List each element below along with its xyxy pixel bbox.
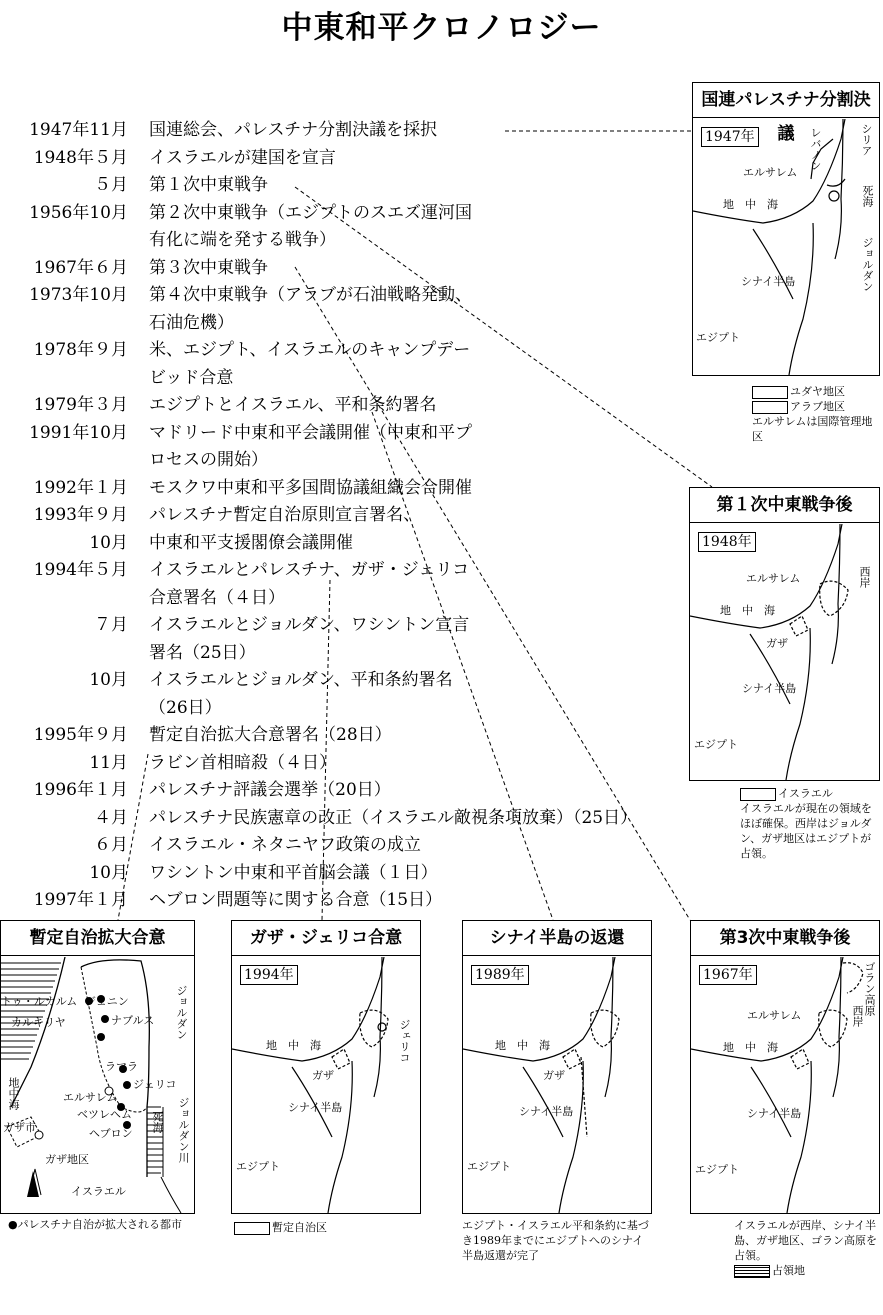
golan-label: ゴラン高原 xyxy=(863,961,876,1016)
legend-zone: 暫定自治区 xyxy=(272,1221,327,1234)
jerusalem-label: エルサレム xyxy=(746,572,801,585)
map-1948 xyxy=(690,524,879,780)
legend-swatch-zone xyxy=(234,1222,270,1235)
legend-1947 xyxy=(752,384,880,444)
sinai-label: シナイ半島 xyxy=(519,1105,574,1118)
year-box: 1989年 xyxy=(471,965,529,985)
timeline-date: 1994年５月 xyxy=(33,560,128,580)
timeline-date: 1995年９月 xyxy=(33,725,128,745)
timeline-event: 第３次中東戦争 xyxy=(149,257,268,278)
sea-label: 地 中 海 xyxy=(266,1039,321,1052)
timeline-date: 1997年１月 xyxy=(33,890,128,910)
timeline-event: イスラエルとジョルダン、ワシントン宣言 xyxy=(149,615,470,635)
timeline-event: パレスチナ暫定自治原則宣言署名、 xyxy=(149,505,421,525)
leader-1948 xyxy=(295,187,712,487)
legend-jewish: ユダヤ地区 xyxy=(790,385,845,398)
map-gaza-jericho xyxy=(232,957,420,1213)
panel-title: 第3次中東戦争後 xyxy=(691,921,879,956)
jericho-label: ジェリコ xyxy=(133,1078,177,1091)
panel-sinai-return xyxy=(462,920,652,1214)
timeline-event: 第４次中東戦争（アラブが石油戦略発動、 xyxy=(149,285,472,305)
year-box: 1948年 xyxy=(698,532,756,552)
leader-1979 xyxy=(372,412,553,920)
jerusalem-label: エルサレム xyxy=(747,1009,802,1022)
legend-1948 xyxy=(740,786,880,861)
gaza-label: ガザ xyxy=(766,637,788,650)
map-gaza-drawing xyxy=(232,957,420,1213)
timeline-date: 10月 xyxy=(89,670,128,690)
sea-label: 地 中 海 xyxy=(720,604,775,617)
timeline-event: イスラエルとパレスチナ、ガザ・ジェリコ xyxy=(149,560,470,580)
deadsea-label: 死海 xyxy=(861,185,874,207)
legend-1967 xyxy=(734,1218,882,1278)
gaza-label: ガザ xyxy=(543,1069,565,1082)
page-title: 中東和平クロノロジー xyxy=(281,10,602,46)
legend-swatch-israel xyxy=(740,788,776,801)
timeline-event: パレスチナ民族憲章の改正（イスラエル敵視条項放棄）（25日） xyxy=(149,807,638,828)
timeline-event: ワシントン中東和平首脳会議（１日） xyxy=(149,862,438,883)
legend-gaza xyxy=(234,1220,327,1235)
sinai-label: シナイ半島 xyxy=(741,275,796,288)
map-sinai xyxy=(463,957,651,1213)
panel-gaza-jericho xyxy=(231,920,421,1214)
timeline-event: ヘブロン問題等に関する合意（15日） xyxy=(149,890,443,910)
deadsea-label: 死海 xyxy=(151,1111,164,1133)
legend-arab: アラブ地区 xyxy=(790,400,845,413)
timeline-date: 1967年６月 xyxy=(33,257,128,278)
syria-label: シリア xyxy=(860,123,873,156)
timeline-event: 第２次中東戦争（エジプトのスエズ運河国 xyxy=(149,202,472,223)
timeline-date: 10月 xyxy=(89,862,128,883)
timeline-event: 有化に端を発する戦争） xyxy=(149,230,336,250)
westbank-label: 西岸 xyxy=(858,566,871,588)
legend-occupied: 占領地 xyxy=(772,1264,805,1277)
qalqilya-label: カルキリヤ xyxy=(11,1016,66,1029)
ramallah-label: ラマラ xyxy=(105,1060,138,1073)
timeline-event: イスラエル・ネタニヤフ政策の成立 xyxy=(149,835,421,855)
timeline-event: 合意署名（４日） xyxy=(149,587,285,608)
panel-title: 第１次中東戦争後 xyxy=(690,488,879,523)
year-box: 1947年 xyxy=(701,127,759,147)
note-sinai: エジプト・イスラエル平和条約に基づき1989年までにエジプトへのシナイ半島返還が完了 xyxy=(462,1219,649,1262)
gazacity-label: ガザ市 xyxy=(3,1121,36,1134)
nablus-label: ナブルス xyxy=(111,1014,155,1027)
legend-note: エルサレムは国際管理地区 xyxy=(752,415,873,443)
egypt-label: エジプト xyxy=(696,331,740,344)
panel-title: シナイ半島の返還 xyxy=(463,921,651,956)
legend-israel: イスラエル xyxy=(778,787,833,800)
sinai-label: シナイ半島 xyxy=(288,1101,343,1114)
jordanriver-label: ジョルダン川 xyxy=(177,1097,190,1163)
sea-label: 地 中 海 xyxy=(723,198,778,211)
timeline-event: 中東和平支援閣僚会議開催 xyxy=(149,532,353,553)
leader-1994 xyxy=(322,580,330,920)
map-1947 xyxy=(693,119,879,375)
timeline-date: 1956年10月 xyxy=(29,202,128,223)
legend-swatch-arab xyxy=(752,401,788,414)
legend-swatch-occupied xyxy=(734,1265,770,1278)
timeline-event: パレスチナ評議会選挙（20日） xyxy=(149,780,391,800)
sinai-label: シナイ半島 xyxy=(747,1107,802,1120)
panel-1948-war xyxy=(689,487,880,781)
israel-label: イスラエル xyxy=(71,1185,126,1198)
map-expansion xyxy=(1,957,194,1213)
timeline-date: 1947年11月 xyxy=(29,120,128,140)
timeline-event: 石油危機） xyxy=(149,312,234,333)
panel-title: ガザ・ジェリコ合意 xyxy=(232,921,420,956)
jerusalem-label: エルサレム xyxy=(743,166,798,179)
timeline-date: 1948年５月 xyxy=(33,147,128,168)
timeline-event: モスクワ中東和平多国間協議組織会合開催 xyxy=(149,477,472,498)
map-sinai-drawing xyxy=(463,957,651,1213)
timeline-date: ５月 xyxy=(94,175,128,195)
timeline-date: ４月 xyxy=(94,807,128,828)
sea-label: 地中海 xyxy=(7,1077,20,1110)
timeline-event: ラビン首相暗殺（４日） xyxy=(149,752,336,773)
panel-1967-war xyxy=(690,920,880,1214)
leader-1995 xyxy=(118,754,148,920)
timeline-date: 1973年10月 xyxy=(29,285,128,305)
timeline-event: マドリード中東和平会議開催（中東和平プ xyxy=(149,422,472,443)
egypt-label: エジプト xyxy=(467,1160,511,1173)
jenin-label: ジェニン xyxy=(85,995,129,1008)
panel-title: 国連パレスチナ分割決議 xyxy=(693,83,879,118)
panel-autonomy-expansion xyxy=(0,920,195,1214)
timeline-date: ７月 xyxy=(94,615,128,635)
timeline-event: 署名（25日） xyxy=(149,642,256,663)
gaza-label: ガザ xyxy=(312,1069,334,1082)
egypt-label: エジプト xyxy=(694,738,738,751)
jordan-label: ジョルダン xyxy=(861,237,874,292)
timeline-event: 暫定自治拡大合意署名（28日） xyxy=(149,725,392,745)
timeline-event: ロセスの開始） xyxy=(149,450,268,470)
timeline-event: （26日） xyxy=(149,697,222,718)
timeline-date: 1996年１月 xyxy=(33,780,128,800)
sinai-label: シナイ半島 xyxy=(742,682,797,695)
timeline-date: 1991年10月 xyxy=(29,422,128,443)
leader-1967 xyxy=(295,267,690,920)
panel-1947-partition xyxy=(692,82,880,376)
lebanon-label: レバノン xyxy=(809,127,822,171)
bethlehem-label: ベツレヘム xyxy=(77,1108,132,1121)
map-1967 xyxy=(691,957,879,1213)
timeline-event: 第１次中東戦争 xyxy=(149,175,268,195)
timeline-date: 11月 xyxy=(89,752,128,773)
legend-note: イスラエルが西岸、シナイ半島、ガザ地区、ゴラン高原を占領。 xyxy=(734,1219,877,1262)
jerusalem-label: エルサレム xyxy=(63,1091,118,1104)
timeline-date: 10月 xyxy=(89,532,128,553)
tulkarm-label: トゥ・ルカルム xyxy=(1,995,78,1008)
timeline-event: 米、エジプト、イスラエルのキャンプデー xyxy=(149,340,471,360)
legend-note: イスラエルが現在の領域をほぼ確保。西岸はジョルダン、ガザ地区はエジプトが占領。 xyxy=(740,802,872,860)
timeline-event: 国連総会、パレスチナ分割決議を採択 xyxy=(149,120,438,140)
jordan-label: ジョルダン xyxy=(175,985,188,1040)
egypt-label: エジプト xyxy=(695,1163,739,1176)
sea-label: 地 中 海 xyxy=(723,1041,778,1054)
westbank-label: 西岸 xyxy=(851,1005,864,1027)
timeline-date: ６月 xyxy=(94,835,128,855)
year-box: 1994年 xyxy=(240,965,298,985)
hebron-label: ヘブロン xyxy=(89,1127,133,1140)
jericho-label: ジェリコ xyxy=(398,1019,411,1063)
timeline-date: 1979年３月 xyxy=(33,395,128,415)
gazastrip-label: ガザ地区 xyxy=(45,1153,89,1166)
timeline-date: 1992年１月 xyxy=(33,477,128,498)
sea-label: 地 中 海 xyxy=(495,1039,550,1052)
timeline-event: エジプトとイスラエル、平和条約署名 xyxy=(149,395,437,415)
timeline-date: 1978年９月 xyxy=(33,340,128,360)
legend-swatch-jewish xyxy=(752,386,788,399)
timeline-event: ビッド合意 xyxy=(149,367,234,388)
panel-title: 暫定自治拡大合意 xyxy=(1,921,194,956)
timeline-event: イスラエルが建国を宣言 xyxy=(149,147,336,168)
year-box: 1967年 xyxy=(699,965,757,985)
legend-expansion: ●パレスチナ自治が拡大される都市 xyxy=(8,1218,183,1231)
timeline-date: 1993年９月 xyxy=(33,505,128,525)
timeline-event: イスラエルとジョルダン、平和条約署名 xyxy=(149,670,453,690)
egypt-label: エジプト xyxy=(236,1160,280,1173)
